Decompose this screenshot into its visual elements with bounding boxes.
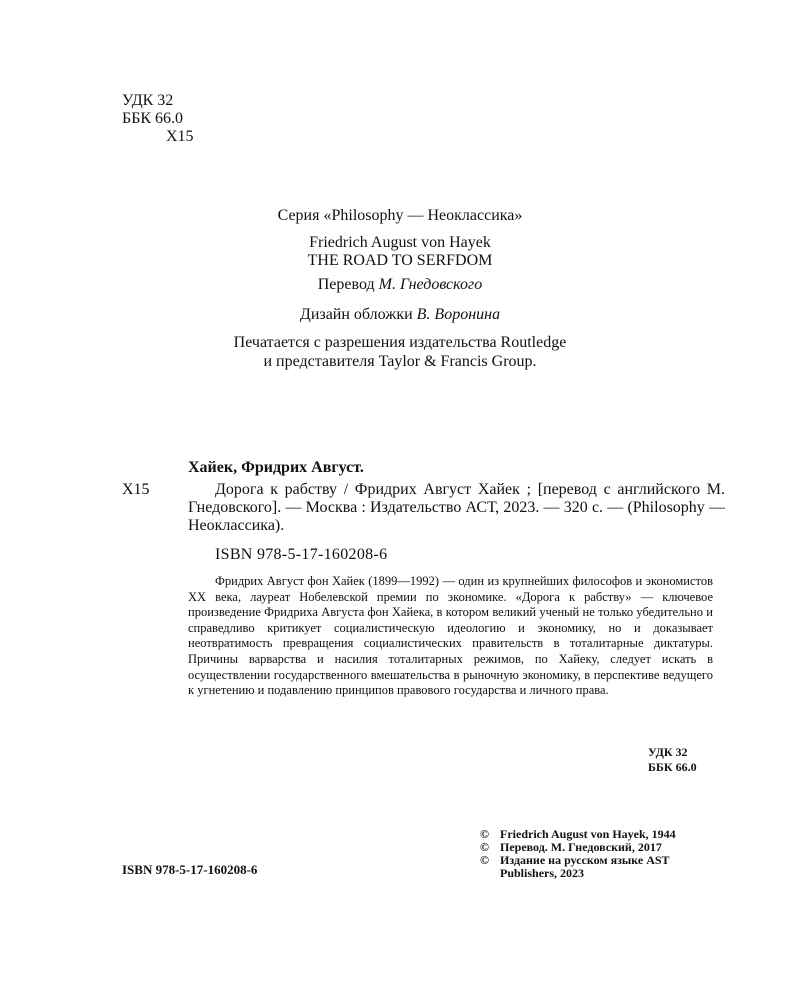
series-line: Серия «Philosophy — Неоклассика»: [277, 207, 523, 224]
bibliographic-description: [188, 481, 725, 535]
bbk-code: ББК 66.0: [122, 110, 184, 127]
translation-label: Перевод: [317, 276, 375, 293]
udk-code: УДК 32: [122, 92, 174, 109]
copyright-icon: ©: [480, 827, 489, 841]
classification-codes-right: [648, 745, 697, 775]
copyright-line-3-continued: Publishers, 2023: [500, 866, 585, 880]
annotation: [188, 574, 713, 699]
permission-notice: [0, 333, 800, 371]
description-text: Дорога к рабству / Фридрих Август Хайек ; [перевод с английского М. Гнедовского]. — Москва : Издательство АСТ, 2023. — 320 с. — (Philosophy — Неоклассика).: [188, 481, 725, 534]
copyright-line-1: Friedrich August von Hayek, 1944: [500, 827, 676, 841]
original-title: THE ROAD TO SERFDOM: [307, 252, 493, 269]
catalog-heading: Хайек, Фридрих Август.: [188, 459, 364, 476]
catalog-isbn: ISBN 978-5-17-160208-6: [215, 546, 388, 563]
copyright-line-2: Перевод. М. Гнедовский, 2017: [500, 840, 662, 854]
cover-design-label: Дизайн обложки: [299, 306, 413, 323]
annotation-text: Фридрих Август фон Хайек (1899—1992) — один из крупнейших философов и экономистов XX века, лауреат Нобелевской премии по экономике. «Дорога к рабству» — ключевое произведение Фридриха Августа фон Хайека, в котором великий ученый не только убедительно и справедливо критикует социалистическую идеологию и экономику, но и доказывает неотвратимость превращения социалистических правительств в тоталитарные диктатуры. Причины варварства и насилия тоталитарных режимов, по Хайеку, следует искать в осуществлении государственного вмешательства в рыночную экономику, в перспективе ведущего к угнетению и подавлению принципов правового государства и личного права.: [188, 574, 713, 698]
permission-line-2: и представителя Taylor & Francis Group.: [263, 353, 537, 370]
copyright-line-3: Издание на русском языке AST: [500, 853, 670, 867]
author-code: Х15: [166, 128, 194, 145]
isbn-bottom: ISBN 978-5-17-160208-6: [122, 862, 258, 877]
original-author: Friedrich August von Hayek: [309, 234, 491, 251]
udk-code-right: УДК 32: [648, 745, 688, 759]
cover-designer-name: В. Воронина: [416, 306, 501, 323]
bbk-code-right: ББК 66.0: [648, 760, 697, 774]
classification-codes: [122, 92, 194, 146]
original-edition: [0, 234, 800, 270]
translation-credit: [0, 276, 800, 294]
permission-line-1: Печатается с разрешения издательства Routledge: [233, 334, 567, 351]
translator-name: М. Гнедовского: [378, 276, 483, 293]
catalog-author-code: Х15: [122, 481, 150, 498]
copyright-block: [480, 828, 676, 880]
cover-design-credit: [0, 306, 800, 324]
copyright-icon: ©: [480, 840, 489, 854]
copyright-icon: ©: [480, 853, 489, 867]
